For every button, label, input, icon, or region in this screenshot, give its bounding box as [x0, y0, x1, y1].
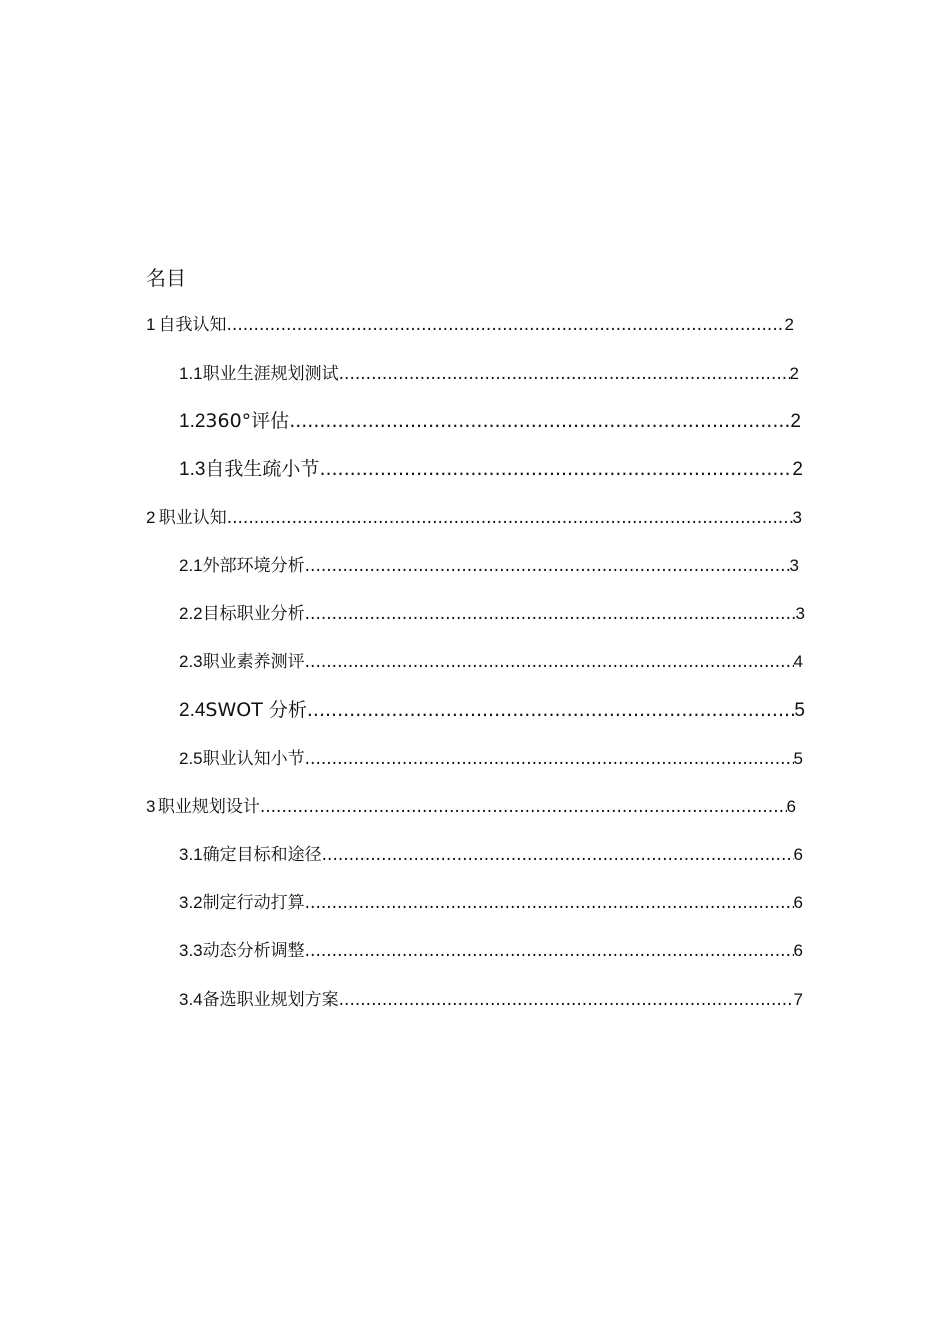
toc-entry-page: 2	[789, 364, 799, 383]
toc-entry[interactable]	[179, 553, 799, 579]
toc-entry[interactable]	[146, 794, 796, 820]
toc-leader-dots	[305, 601, 796, 627]
toc-entry-label: 目标职业分析	[202, 604, 305, 624]
toc-entry-number: 2	[146, 508, 156, 527]
toc-leader-dots	[339, 361, 790, 387]
toc-entry-number: 3.1	[179, 845, 203, 864]
toc-leader-dots	[339, 987, 794, 1013]
toc-entry[interactable]	[146, 505, 802, 531]
toc-entry-page: 6	[793, 845, 803, 864]
toc-leader-dots	[307, 697, 795, 723]
toc-entry-label: 360°评估	[205, 410, 290, 432]
toc-entry-number: 3	[146, 797, 156, 816]
toc-entry-label: 制定行动打算	[202, 893, 305, 913]
toc-leader-dots	[305, 553, 790, 579]
toc-entry-page: 3	[795, 604, 805, 623]
toc-entry-page: 3	[792, 508, 802, 527]
toc-leader-dots	[227, 312, 785, 338]
toc-entry-label: 动态分析调整	[202, 941, 305, 961]
toc-leader-dots	[227, 505, 793, 531]
toc-entry-label: 职业生涯规划测试	[202, 364, 339, 384]
toc-entry[interactable]	[179, 746, 803, 772]
toc-entry[interactable]	[179, 601, 805, 627]
toc-title: 名目	[146, 266, 186, 290]
toc-entry-number: 2.1	[179, 556, 203, 575]
toc-leader-dots	[305, 890, 794, 916]
toc-entry[interactable]	[179, 938, 803, 964]
toc-entry-page: 5	[794, 700, 805, 721]
toc-entry[interactable]	[179, 890, 803, 916]
toc-entry-page: 3	[789, 556, 799, 575]
toc-leader-dots	[289, 408, 790, 434]
toc-entry-number: 1.3	[179, 459, 206, 480]
toc-entry-number: 1	[146, 315, 156, 334]
toc-leader-dots	[305, 938, 794, 964]
toc-entry-page: 7	[793, 990, 803, 1009]
toc-entry-label: 自我生疏小节	[205, 458, 320, 480]
toc-entry-page: 6	[793, 941, 803, 960]
toc-entry-page: 6	[786, 797, 796, 816]
toc-entry-label: 职业认知小节	[202, 749, 305, 769]
toc-entry-number: 3.3	[179, 941, 203, 960]
toc-entry-label: 自我认知	[158, 315, 227, 335]
toc-entry-label: 职业认知	[158, 508, 227, 528]
toc-entry-number: 2.5	[179, 749, 203, 768]
toc-entry-page: 2	[784, 315, 794, 334]
toc-entry[interactable]	[179, 456, 803, 482]
toc-entry-page: 2	[790, 411, 801, 432]
toc-entry[interactable]	[179, 408, 801, 434]
toc-entry-number: 2.3	[179, 652, 203, 671]
toc-leader-dots	[305, 746, 794, 772]
toc-entry[interactable]	[179, 697, 805, 723]
toc-entry-number: 2.4	[179, 700, 206, 721]
toc-entry-number: 3.2	[179, 893, 203, 912]
toc-leader-dots	[319, 456, 792, 482]
toc-entry-page: 6	[793, 893, 803, 912]
toc-entry[interactable]	[179, 987, 803, 1013]
toc-entry-label: 备选职业规划方案	[202, 990, 339, 1010]
toc-entry-number: 2.2	[179, 604, 203, 623]
toc-entry[interactable]	[179, 361, 799, 387]
toc-entry-label: 职业素养测评	[202, 652, 305, 672]
toc-leader-dots	[305, 649, 794, 675]
toc-entry-label: 确定目标和途径	[202, 845, 322, 865]
toc-entry-page: 2	[792, 459, 803, 480]
toc-entry-label: 外部环境分析	[202, 556, 305, 576]
toc-entry[interactable]	[179, 842, 803, 868]
toc-leader-dots	[260, 794, 787, 820]
toc-leader-dots	[322, 842, 794, 868]
toc-entry-page: 5	[793, 749, 803, 768]
toc-entry-number: 1.1	[179, 364, 203, 383]
toc-entry[interactable]	[179, 649, 803, 675]
toc-entry-label: 职业规划设计	[157, 797, 260, 817]
toc-entry-page: 4	[793, 652, 803, 671]
toc-entry[interactable]	[146, 312, 794, 338]
toc-entry-number: 1.2	[179, 411, 206, 432]
toc-entry-number: 3.4	[179, 990, 203, 1009]
toc-entry-label: SWOT 分析	[205, 699, 307, 721]
